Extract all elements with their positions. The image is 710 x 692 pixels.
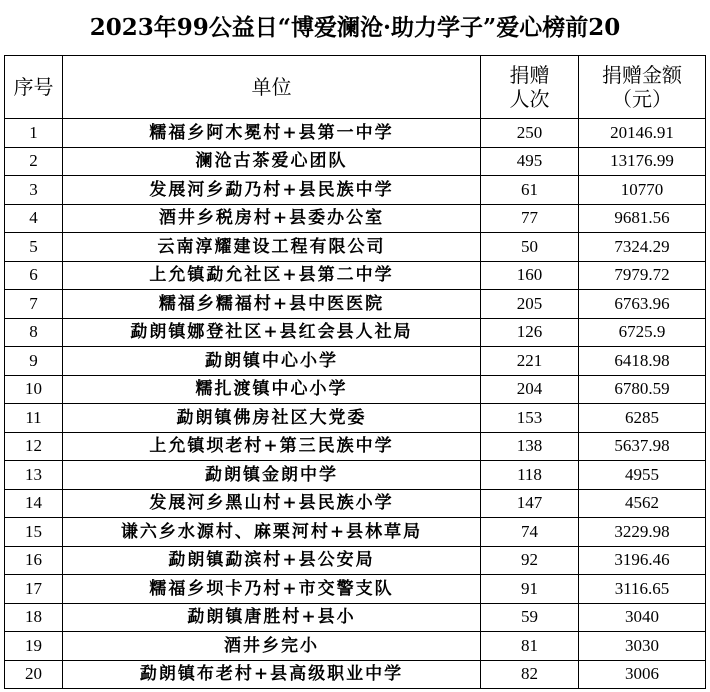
- row-count: 250: [481, 119, 579, 148]
- table-row: [5, 432, 706, 461]
- row-index: 1: [5, 119, 63, 148]
- row-index: 6: [5, 261, 63, 290]
- row-count: 221: [481, 347, 579, 376]
- row-count: 138: [481, 432, 579, 461]
- row-unit: 澜沧古茶爱心团队: [63, 147, 481, 176]
- row-amount: 6780.59: [579, 375, 706, 404]
- row-index: 19: [5, 632, 63, 661]
- row-index: 13: [5, 461, 63, 490]
- page-title: 2023年99公益日“博爱澜沧·助力学子”爱心榜前20: [89, 14, 621, 41]
- row-index: 8: [5, 318, 63, 347]
- row-count: 61: [481, 176, 579, 205]
- table-row: [5, 489, 706, 518]
- header-index: 序号: [5, 56, 63, 119]
- row-index: 3: [5, 176, 63, 205]
- row-amount: 3030: [579, 632, 706, 661]
- row-amount: 20146.91: [579, 119, 706, 148]
- row-index: 9: [5, 347, 63, 376]
- table-row: [5, 176, 706, 205]
- row-unit: 酒井乡完小: [63, 632, 481, 661]
- row-amount: 7979.72: [579, 261, 706, 290]
- row-unit: 勐朗镇佛房社区大党委: [63, 404, 481, 433]
- table-row: [5, 347, 706, 376]
- row-unit: 谦六乡水源村、麻栗河村+县林草局: [63, 518, 481, 547]
- row-amount: 6418.98: [579, 347, 706, 376]
- row-unit: 上允镇坝老村+第三民族中学: [63, 432, 481, 461]
- table-row: [5, 318, 706, 347]
- row-unit: 云南淳耀建设工程有限公司: [63, 233, 481, 262]
- row-amount: 13176.99: [579, 147, 706, 176]
- row-count: 50: [481, 233, 579, 262]
- row-unit: 上允镇勐允社区+县第二中学: [63, 261, 481, 290]
- row-unit: 酒井乡税房村+县委办公室: [63, 204, 481, 233]
- header-amount-line2: （元）: [612, 87, 672, 111]
- row-count: 126: [481, 318, 579, 347]
- table-row: [5, 290, 706, 319]
- row-unit: 发展河乡勐乃村+县民族中学: [63, 176, 481, 205]
- header-row: [5, 56, 706, 119]
- row-count: 160: [481, 261, 579, 290]
- table-row: [5, 261, 706, 290]
- row-amount: 3229.98: [579, 518, 706, 547]
- row-amount: 3116.65: [579, 575, 706, 604]
- row-count: 82: [481, 660, 579, 689]
- row-count: 147: [481, 489, 579, 518]
- row-index: 2: [5, 147, 63, 176]
- row-index: 14: [5, 489, 63, 518]
- table-row: [5, 119, 706, 148]
- row-index: 20: [5, 660, 63, 689]
- row-unit: 勐朗镇布老村+县高级职业中学: [63, 660, 481, 689]
- row-index: 18: [5, 603, 63, 632]
- header-unit: 单位: [63, 56, 481, 119]
- row-unit: 发展河乡黑山村+县民族小学: [63, 489, 481, 518]
- row-count: 91: [481, 575, 579, 604]
- row-amount: 6285: [579, 404, 706, 433]
- row-count: 495: [481, 147, 579, 176]
- row-index: 12: [5, 432, 63, 461]
- row-index: 5: [5, 233, 63, 262]
- table-body: [5, 119, 706, 689]
- header-count: [481, 56, 579, 119]
- table-row: [5, 546, 706, 575]
- row-index: 15: [5, 518, 63, 547]
- row-amount: 6763.96: [579, 290, 706, 319]
- row-amount: 3196.46: [579, 546, 706, 575]
- row-count: 204: [481, 375, 579, 404]
- header-count-line2: 人次: [509, 87, 550, 111]
- row-count: 74: [481, 518, 579, 547]
- header-amount-line1: 捐赠金额: [602, 63, 682, 87]
- table-row: [5, 461, 706, 490]
- row-unit: 勐朗镇勐滨村+县公安局: [63, 546, 481, 575]
- row-index: 16: [5, 546, 63, 575]
- table-row: [5, 404, 706, 433]
- row-amount: 7324.29: [579, 233, 706, 262]
- table-row: [5, 375, 706, 404]
- row-amount: 4955: [579, 461, 706, 490]
- row-index: 17: [5, 575, 63, 604]
- table-row: [5, 147, 706, 176]
- row-unit: 勐朗镇金朗中学: [63, 461, 481, 490]
- table-row: [5, 204, 706, 233]
- row-count: 59: [481, 603, 579, 632]
- table-row: [5, 233, 706, 262]
- row-count: 92: [481, 546, 579, 575]
- row-amount: 6725.9: [579, 318, 706, 347]
- row-index: 10: [5, 375, 63, 404]
- row-amount: 3006: [579, 660, 706, 689]
- header-amount: [579, 56, 706, 119]
- table-row: [5, 603, 706, 632]
- row-amount: 5637.98: [579, 432, 706, 461]
- row-unit: 勐朗镇中心小学: [63, 347, 481, 376]
- row-unit: 勐朗镇娜登社区+县红会县人社局: [63, 318, 481, 347]
- table-row: [5, 518, 706, 547]
- row-count: 118: [481, 461, 579, 490]
- row-amount: 10770: [579, 176, 706, 205]
- row-index: 7: [5, 290, 63, 319]
- row-unit: 糯福乡阿木冕村+县第一中学: [63, 119, 481, 148]
- table-row: [5, 575, 706, 604]
- row-unit: 糯福乡糯福村+县中医医院: [63, 290, 481, 319]
- row-amount: 4562: [579, 489, 706, 518]
- row-amount: 9681.56: [579, 204, 706, 233]
- table-row: [5, 660, 706, 689]
- row-unit: 糯福乡坝卡乃村+市交警支队: [63, 575, 481, 604]
- header-count-line1: 捐赠: [509, 63, 550, 87]
- ranking-table: [4, 55, 706, 689]
- row-count: 153: [481, 404, 579, 433]
- table-row: [5, 632, 706, 661]
- row-unit: 糯扎渡镇中心小学: [63, 375, 481, 404]
- row-count: 205: [481, 290, 579, 319]
- row-amount: 3040: [579, 603, 706, 632]
- row-count: 77: [481, 204, 579, 233]
- row-index: 4: [5, 204, 63, 233]
- row-count: 81: [481, 632, 579, 661]
- row-index: 11: [5, 404, 63, 433]
- row-unit: 勐朗镇唐胜村+县小: [63, 603, 481, 632]
